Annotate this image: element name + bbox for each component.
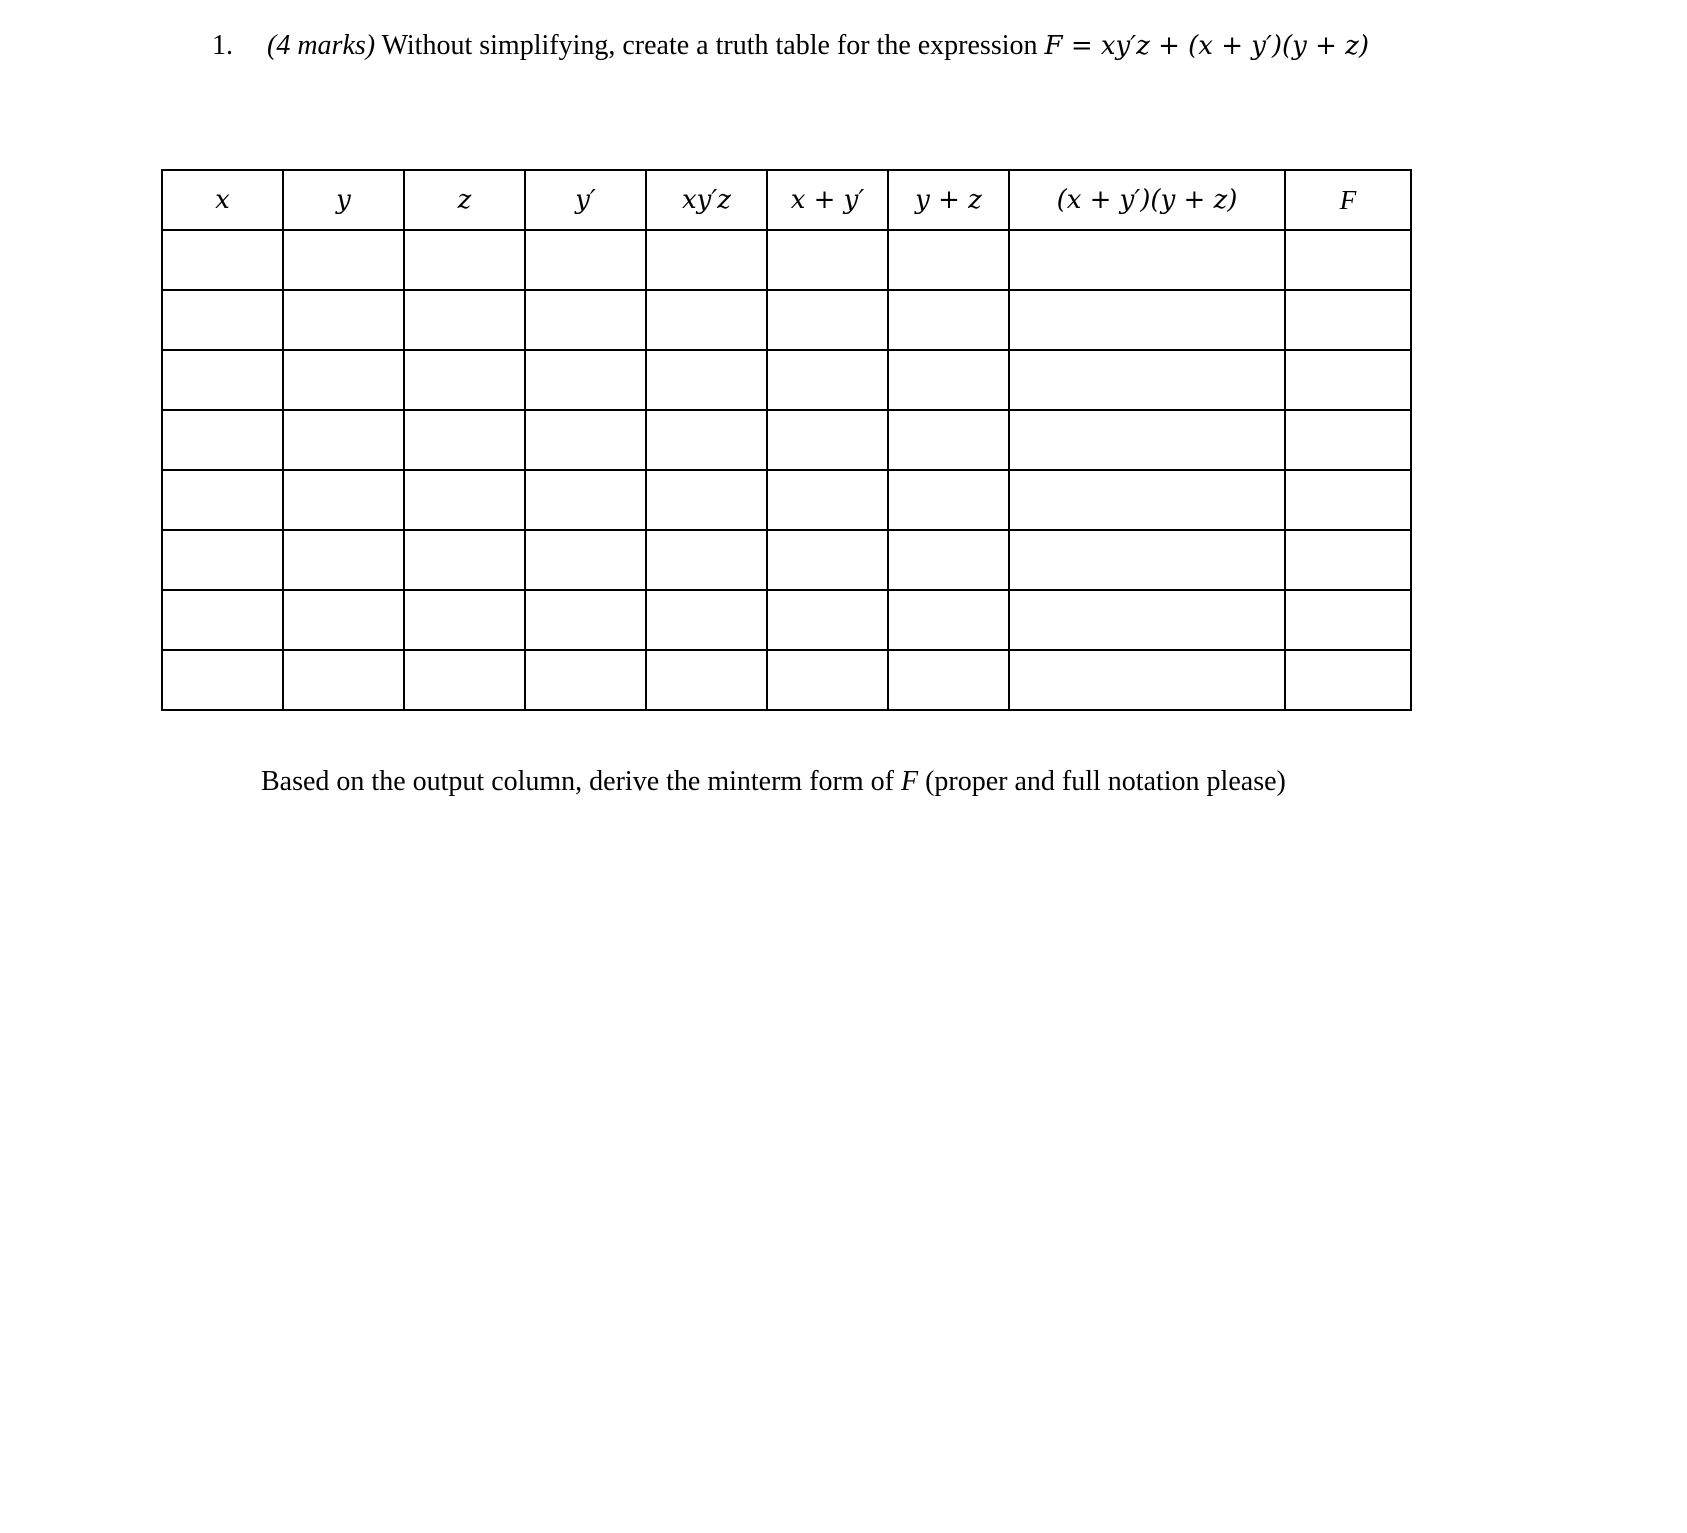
answer-cell[interactable] — [525, 530, 646, 590]
question-number: 1. — [212, 30, 233, 61]
answer-cell[interactable] — [404, 350, 525, 410]
answer-cell[interactable] — [162, 230, 283, 290]
answer-cell[interactable] — [888, 470, 1009, 530]
question-expression: F = xy′z + (x + y′)(y + z) — [1044, 31, 1369, 61]
answer-cell[interactable] — [1285, 530, 1411, 590]
instruction-text-after: (proper and full notation please) — [925, 766, 1286, 797]
answer-cell[interactable] — [1285, 350, 1411, 410]
answer-cell[interactable] — [162, 410, 283, 470]
truth-table — [161, 169, 1412, 711]
answer-cell[interactable] — [162, 350, 283, 410]
answer-cell[interactable] — [888, 590, 1009, 650]
answer-cell[interactable] — [162, 290, 283, 350]
header-y-prime: y′ — [525, 170, 646, 230]
answer-cell[interactable] — [767, 530, 888, 590]
answer-cell[interactable] — [404, 650, 525, 710]
answer-cell[interactable] — [888, 530, 1009, 590]
header-x-plus-y-prime: x + y′ — [767, 170, 888, 230]
answer-cell[interactable] — [767, 350, 888, 410]
answer-cell[interactable] — [888, 230, 1009, 290]
answer-cell[interactable] — [1009, 470, 1285, 530]
answer-cell[interactable] — [1009, 350, 1285, 410]
instruction-text-before: Based on the output column, derive the minterm form of — [261, 766, 894, 797]
answer-cell[interactable] — [646, 410, 767, 470]
answer-cell[interactable] — [525, 410, 646, 470]
answer-cell[interactable] — [646, 590, 767, 650]
answer-cell[interactable] — [888, 650, 1009, 710]
answer-cell[interactable] — [1285, 230, 1411, 290]
answer-cell[interactable] — [767, 290, 888, 350]
header-product-term: (x + y′)(y + z) — [1009, 170, 1285, 230]
answer-cell[interactable] — [1285, 410, 1411, 470]
answer-cell[interactable] — [404, 590, 525, 650]
answer-cell[interactable] — [525, 230, 646, 290]
answer-cell[interactable] — [283, 470, 404, 530]
table-row — [162, 410, 1411, 470]
answer-cell[interactable] — [162, 470, 283, 530]
answer-cell[interactable] — [525, 590, 646, 650]
answer-cell[interactable] — [525, 350, 646, 410]
answer-cell[interactable] — [888, 350, 1009, 410]
answer-cell[interactable] — [646, 530, 767, 590]
table-row — [162, 530, 1411, 590]
header-x: x — [162, 170, 283, 230]
table-row — [162, 350, 1411, 410]
answer-cell[interactable] — [767, 650, 888, 710]
answer-cell[interactable] — [1009, 410, 1285, 470]
truth-table-header-row — [162, 170, 1411, 230]
minterm-instruction — [261, 762, 1286, 802]
answer-cell[interactable] — [404, 530, 525, 590]
question-text: Without simplifying, create a truth table for the expression — [381, 30, 1038, 61]
answer-cell[interactable] — [888, 290, 1009, 350]
answer-cell[interactable] — [162, 650, 283, 710]
answer-cell[interactable] — [1009, 530, 1285, 590]
answer-cell[interactable] — [404, 410, 525, 470]
answer-cell[interactable] — [1285, 590, 1411, 650]
answer-cell[interactable] — [1009, 290, 1285, 350]
table-row — [162, 590, 1411, 650]
table-row — [162, 470, 1411, 530]
table-row — [162, 230, 1411, 290]
answer-cell[interactable] — [646, 290, 767, 350]
answer-cell[interactable] — [767, 590, 888, 650]
answer-cell[interactable] — [162, 590, 283, 650]
question-marks: (4 marks) — [267, 30, 376, 61]
answer-cell[interactable] — [1285, 650, 1411, 710]
answer-cell[interactable] — [646, 230, 767, 290]
header-xy-prime-z: xy′z — [646, 170, 767, 230]
answer-cell[interactable] — [767, 410, 888, 470]
answer-cell[interactable] — [404, 230, 525, 290]
answer-cell[interactable] — [767, 230, 888, 290]
answer-cell[interactable] — [283, 590, 404, 650]
table-row — [162, 290, 1411, 350]
answer-cell[interactable] — [404, 290, 525, 350]
answer-cell[interactable] — [1009, 650, 1285, 710]
answer-cell[interactable] — [525, 650, 646, 710]
answer-cell[interactable] — [283, 290, 404, 350]
answer-cell[interactable] — [646, 650, 767, 710]
answer-cell[interactable] — [525, 470, 646, 530]
answer-cell[interactable] — [1009, 230, 1285, 290]
header-z: z — [404, 170, 525, 230]
answer-cell[interactable] — [767, 470, 888, 530]
answer-cell[interactable] — [162, 530, 283, 590]
answer-cell[interactable] — [646, 350, 767, 410]
truth-table-body — [162, 230, 1411, 710]
header-f: F — [1285, 170, 1411, 230]
answer-cell[interactable] — [283, 530, 404, 590]
answer-cell[interactable] — [888, 410, 1009, 470]
answer-cell[interactable] — [1009, 590, 1285, 650]
answer-cell[interactable] — [283, 650, 404, 710]
header-y-plus-z: y + z — [888, 170, 1009, 230]
answer-cell[interactable] — [283, 410, 404, 470]
question-prompt — [212, 26, 1369, 66]
answer-cell[interactable] — [646, 470, 767, 530]
answer-cell[interactable] — [525, 290, 646, 350]
table-row — [162, 650, 1411, 710]
answer-cell[interactable] — [283, 350, 404, 410]
answer-cell[interactable] — [404, 470, 525, 530]
answer-cell[interactable] — [1285, 290, 1411, 350]
answer-cell[interactable] — [283, 230, 404, 290]
instruction-variable: F — [900, 766, 919, 797]
header-y: y — [283, 170, 404, 230]
answer-cell[interactable] — [1285, 470, 1411, 530]
